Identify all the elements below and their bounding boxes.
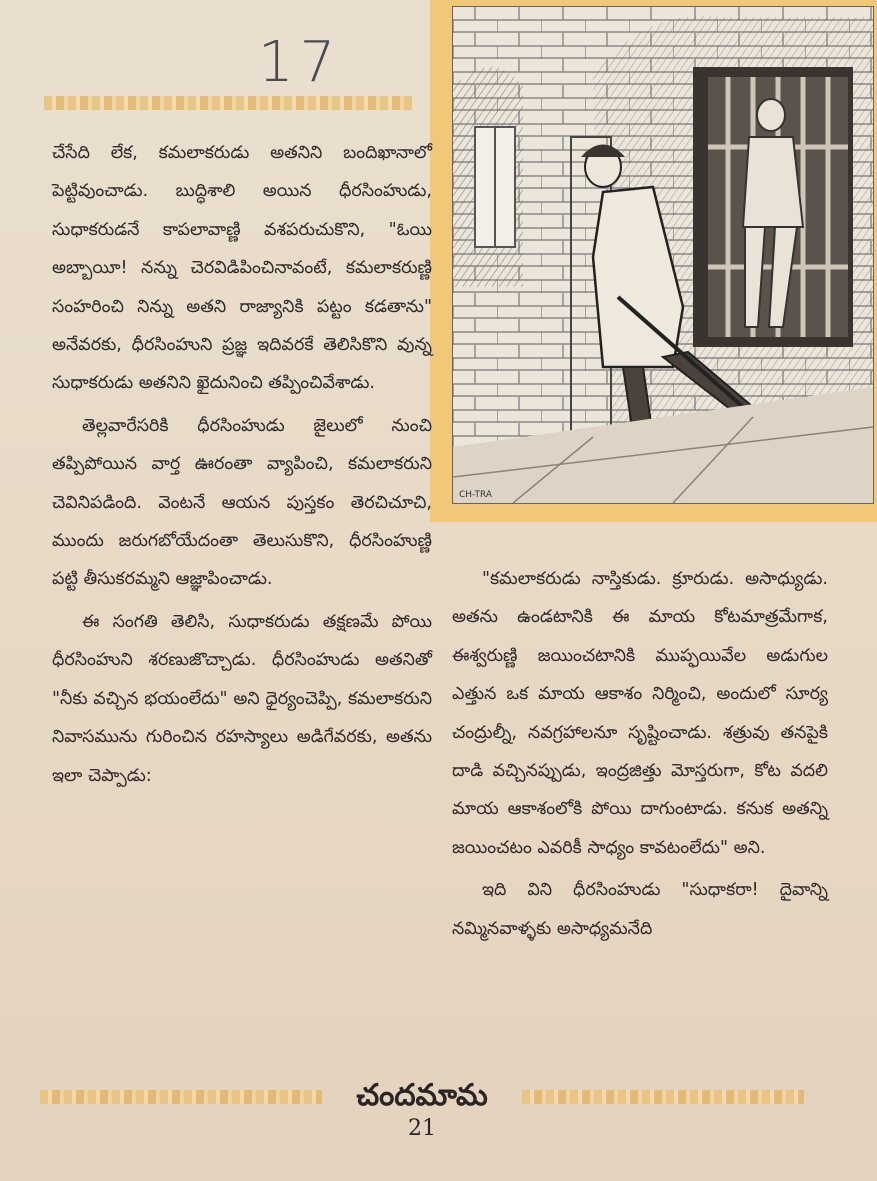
magazine-name: చందమామ [356, 1078, 488, 1113]
illustration-drawing [453, 7, 873, 503]
right-text-column [452, 560, 828, 948]
paragraph: ఇది విని ధీరసింహుడు "సుధాకరా! దైవాన్ని నమ్మినవాళ్ళకు అసాధ్యమనేది [452, 880, 828, 939]
footer-ornament-right [522, 1090, 804, 1104]
paragraph: తెల్లవారేసరికి ధీరసింహుడు జైలులో నుంచి తప్పిపోయిన వార్త ఊరంతా వ్యాపించి, కమలాకరుని చెవినిపడింది. వెంటనే ఆయన పుస్తకం తెరచిచూచి, ముందు జరుగబోయేదంతా తెలుసుకొని, ధీరసింహుణ్ణి పట్టి తీసుకరమ్మని ఆజ్ఞాపించాడు. [52, 415, 432, 590]
page-number: 21 [408, 1116, 436, 1141]
handwritten-page-mark: 17 [258, 30, 342, 95]
paragraph: "కమలాకరుడు నాస్తికుడు. క్రూరుడు. అసాధ్యుడు. అతను ఉండటానికి ఈ మాయ కోటమాత్రమేగాక, ఈశ్వరుణ్ణి జయించటానికి ముప్ఫయివేల అడుగుల ఎత్తున ఒక మాయ ఆకాశం నిర్మించి, అందులో సూర్య చంద్రుల్నీ, నవగ్రహాలనూ సృష్టించాడు. శత్రువు తనపైకి దాడి వచ్చినప్పుడు, ఇంద్రజిత్తు మోస్తరుగా, కోట వదలి మాయ ఆకాశంలోకి పోయి దాగుంటాడు. కనుక అతన్ని జయించటం ఎవరికీ సాధ్యం కావటంలేదు" అని. [452, 569, 828, 858]
paragraph: ఈ సంగతి తెలిసి, సుధాకరుడు తక్షణమే పోయి ధీరసింహుని శరణుజొచ్చాడు. ధీరసింహుడు అతనితో "నీకు వచ్చిన భయంలేదు" అని ధైర్యంచెప్పి, కమలాకరుని నివాసమును గురించిన రహస్యాలు అడిగేవరకు, అతను ఇలా చెప్పాడు: [52, 611, 432, 786]
story-illustration [452, 6, 874, 504]
top-ornament-border [44, 96, 412, 110]
illustration-signature: CH-TRA [459, 490, 493, 500]
footer-ornament-left [40, 1090, 322, 1104]
left-text-column [52, 134, 432, 795]
paragraph: చేసేది లేక, కమలాకరుడు అతనిని బందిఖానాలో పెట్టివుంచాడు. బుద్ధిశాలి అయిన ధీరసింహుడు, సుధాకరుడనే కాపలావాణ్ణి వశపరుచుకొని, "ఓయి అబ్బాయీ! నన్ను చెరవిడిపించినావంటే, కమలాకరుణ్ణి సంహరించి నిన్ను అతని రాజ్యానికి పట్టం కడతాను" అనేవరకు, ధీరసింహుని ప్రజ్ఞ ఇదివరకే తెలిసికొని వున్న సుధాకరుడు అతనిని ఖైదునించి తప్పించివేశాడు. [52, 143, 432, 394]
